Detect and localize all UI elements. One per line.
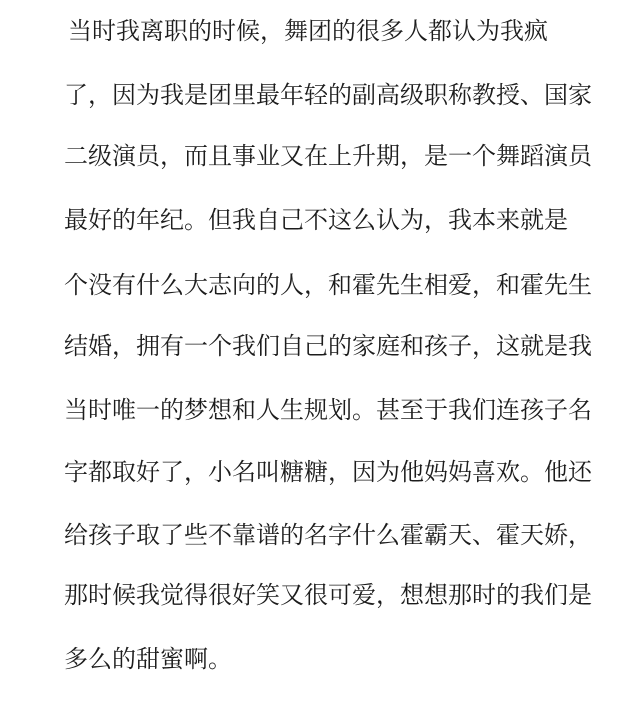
text-line: 那时候我觉得很好笑又很可爱，想想那时的我们是 <box>64 581 592 609</box>
text-line: 结婚，拥有一个我们自己的家庭和孩子，这就是我 <box>64 332 592 360</box>
text-line: 了，因为我是团里最年轻的副高级职称教授、国家 <box>64 81 592 109</box>
text-line: 多么的甜蜜啊。 <box>64 645 232 673</box>
text-line: 个没有什么大志向的人，和霍先生相爱，和霍先生 <box>64 271 592 299</box>
text-line: 当时唯一的梦想和人生规划。甚至于我们连孩子名 <box>64 396 592 424</box>
text-line: 字都取好了，小名叫糖糖，因为他妈妈喜欢。他还 <box>64 458 592 486</box>
text-line: 二级演员，而且事业又在上升期，是一个舞蹈演员 <box>64 142 592 170</box>
text-line: 当时我离职的时候，舞团的很多人都认为我疯 <box>68 17 548 45</box>
text-line: 给孩子取了些不靠谱的名字什么霍霸天、霍天娇， <box>64 521 592 549</box>
text-line: 最好的年纪。但我自己不这么认为，我本来就是 <box>64 206 568 234</box>
